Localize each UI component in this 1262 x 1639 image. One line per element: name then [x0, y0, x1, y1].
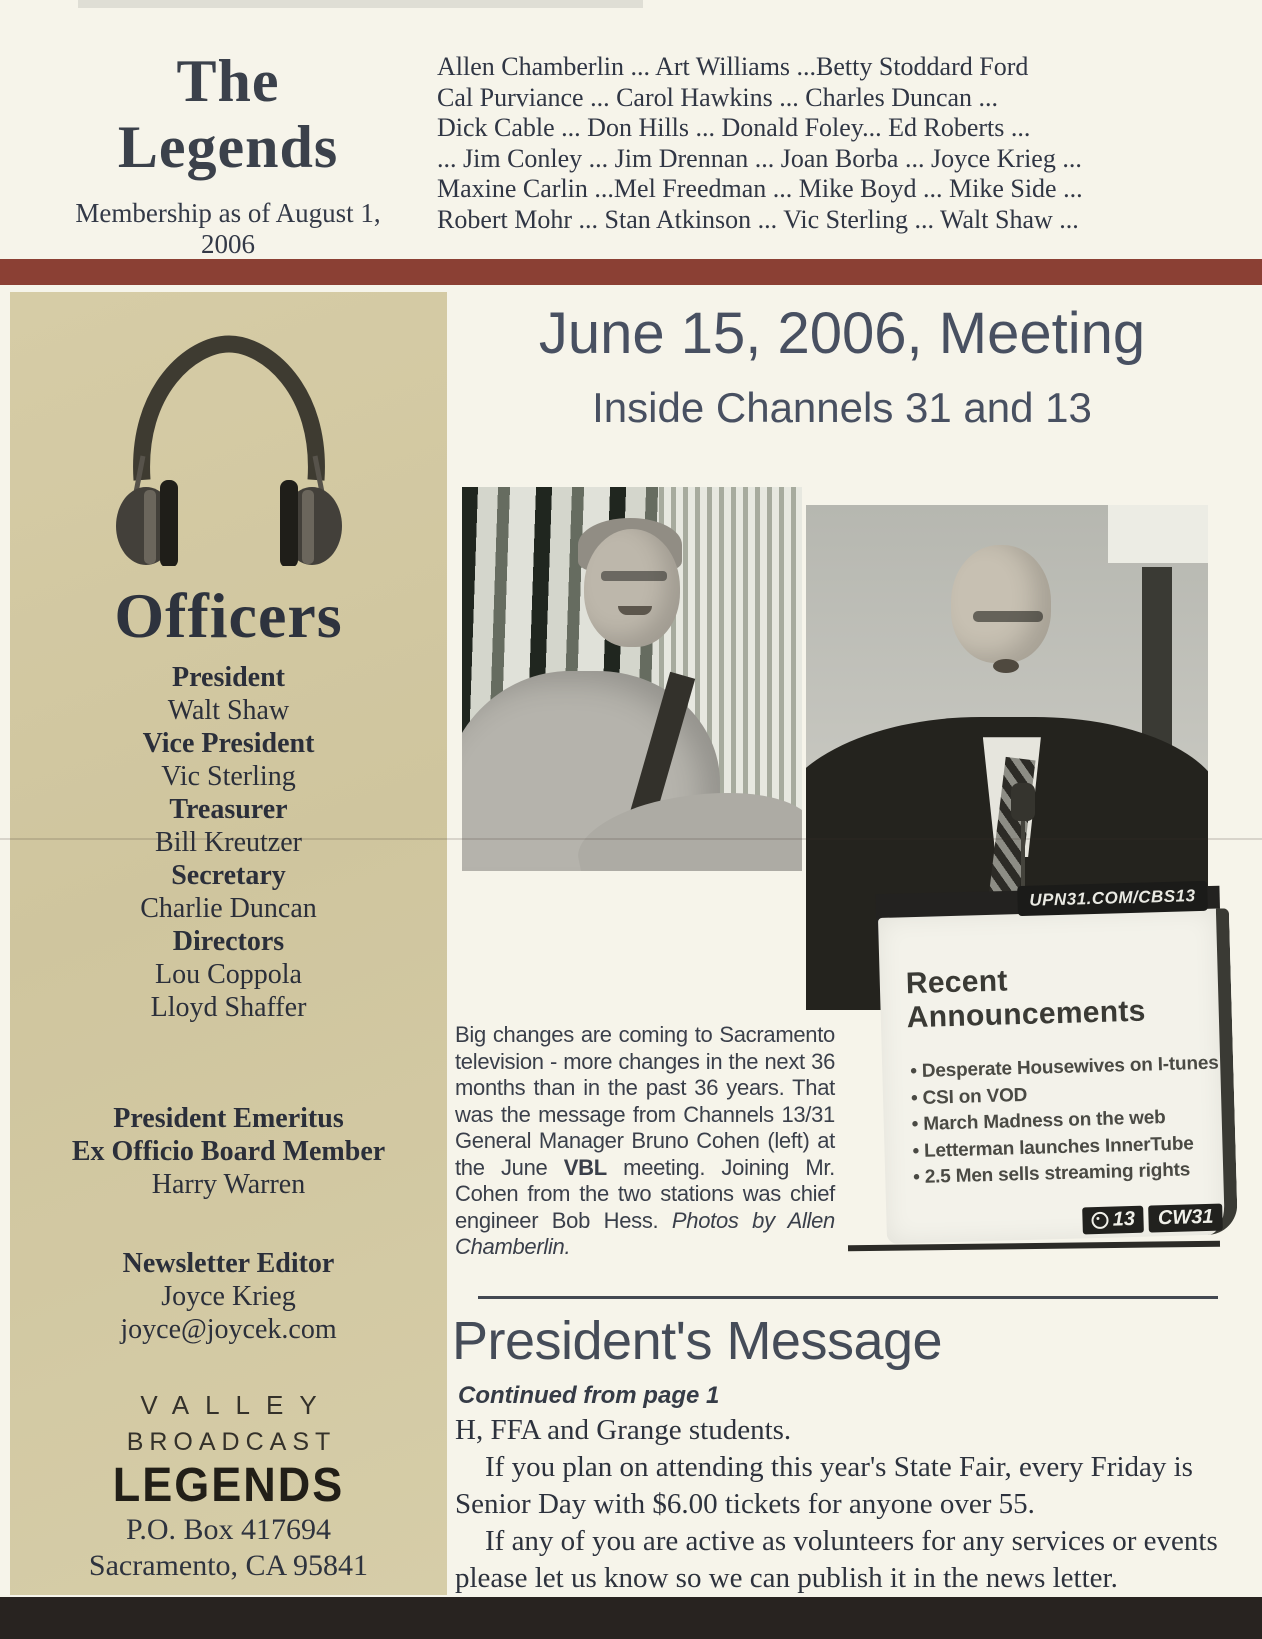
- paper-fold-crease: [0, 838, 1262, 840]
- emeritus-line: Ex Officio Board Member: [71, 1136, 386, 1167]
- cbs-eye-icon: [1091, 1212, 1108, 1229]
- continued-from-note: Continued from page 1: [458, 1382, 720, 1409]
- photo-figure-glasses: [973, 611, 1043, 622]
- slide-title: Recent Announcements: [905, 964, 1147, 1035]
- body-paragraph: If any of you are active as volunteers for any services or events please let us know so we can publish it in the news letter.: [455, 1525, 1218, 1594]
- emeritus-block: [72, 1102, 385, 1201]
- emeritus-line: Harry Warren: [151, 1169, 306, 1200]
- editor-email: joyce@joycek.com: [120, 1314, 337, 1345]
- masthead: [52, 48, 404, 260]
- roster-line: Secretary: [171, 860, 286, 891]
- editor-line: Newsletter Editor: [122, 1248, 335, 1279]
- member-list-line: Cal Purviance ... Carol Hawkins ... Charles Duncan ...: [437, 82, 999, 112]
- emeritus-line: President Emeritus: [113, 1103, 344, 1134]
- presidents-message-heading: President's Message: [452, 1311, 943, 1371]
- org-city: Sacramento, CA 95841: [88, 1549, 369, 1582]
- slide-bullet-list: [910, 1051, 1224, 1192]
- meeting-subheadline: Inside Channels 31 and 13: [592, 384, 1092, 431]
- org-valley: VALLEY: [140, 1390, 333, 1420]
- officers-heading: Officers: [114, 580, 343, 651]
- scan-smudge: [78, 0, 643, 8]
- section-rule: [478, 1296, 1218, 1299]
- organization-block: [89, 1390, 368, 1583]
- membership-note: Membership as of August 1, 2006: [75, 198, 381, 259]
- photo-figure-mouth: [618, 606, 652, 615]
- roster-line: Lou Coppola: [155, 959, 302, 990]
- headphones-icon: [104, 328, 354, 571]
- footer-bar: [0, 1597, 1262, 1639]
- member-list-line: Dick Cable ... Don Hills ... Donald Foley... Ed Roberts ...: [437, 113, 1031, 142]
- body-paragraph: If you plan on attending this year's State Fair, every Friday is Senior Day with $6.00 tickets for anyone over 55.: [455, 1451, 1193, 1520]
- presentation-slide: [878, 886, 1238, 1244]
- cbs13-logo-text: 13: [1112, 1207, 1136, 1231]
- photo-caption: [455, 1022, 835, 1261]
- editor-line: Joyce Krieg: [161, 1281, 296, 1312]
- photo-figure-mouth: [993, 659, 1019, 673]
- meeting-headline: June 15, 2006, Meeting: [538, 301, 1146, 366]
- sidebar: [10, 292, 447, 1595]
- cbs13-logo: [1082, 1206, 1144, 1235]
- newsletter-title-line2: Legends: [117, 114, 339, 180]
- roster-line: President: [171, 662, 286, 693]
- newsletter-title-line1: The: [176, 48, 280, 114]
- officers-roster: [140, 661, 317, 1024]
- editor-block: [120, 1247, 336, 1346]
- member-list-line: Robert Mohr ... Stan Atkinson ... Vic Sterling ... Walt Shaw ...: [437, 204, 1079, 234]
- org-broadcast: BROADCAST: [126, 1428, 337, 1456]
- caption-text: meeting. Joining Mr. Cohen from the two stations was chief engineer Bob Hess.: [455, 1154, 835, 1233]
- member-list: [437, 52, 1207, 235]
- accent-divider-bar: [0, 259, 1262, 285]
- slide-bullet: • 2.5 Men sells streaming rights: [913, 1156, 1224, 1191]
- member-list-line: Maxine Carlin ...Mel Freedman ... Mike Boyd ... Mike Side ...: [437, 174, 1083, 203]
- slide-bullet: • Desperate Housewives on I-tunes: [910, 1051, 1221, 1086]
- caption-vbl-bold: VBL: [563, 1154, 607, 1180]
- cw31-logo: [1149, 1204, 1223, 1233]
- photo-figure-glasses: [601, 571, 667, 581]
- photo-bruno-cohen: [462, 487, 802, 871]
- photo-wall-sign: [1108, 505, 1208, 563]
- roster-line: Charlie Duncan: [140, 893, 317, 924]
- slide-bullet: • Letterman launches InnerTube: [912, 1130, 1223, 1165]
- cw31-logo-text: CW31: [1157, 1205, 1214, 1230]
- photo-figure-head: [584, 529, 680, 647]
- member-list-line: ... Jim Conley ... Jim Drennan ... Joan Borba ... Joyce Krieg ...: [437, 143, 1082, 173]
- roster-line: Directors: [172, 926, 285, 957]
- body-paragraph: H, FFA and Grange students.: [455, 1414, 792, 1446]
- microphone-icon: [1011, 783, 1035, 821]
- photo-figure-head: [951, 545, 1051, 663]
- legends-logo: LEGENDS: [112, 1456, 345, 1512]
- member-list-line: Allen Chamberlin ... Art Williams ...Betty Stoddard Ford: [437, 52, 1029, 81]
- roster-line: Treasurer: [169, 794, 288, 825]
- caption-text: Big changes are coming to Sacramento television - more changes in the next 36 months than in the past 36 years. That was the message from Channels 13/31 General Manager Bruno Cohen (left) at the June: [455, 1022, 835, 1180]
- slide-bullet: • March Madness on the web: [911, 1103, 1222, 1138]
- caption-photo-credit: Photos by Allen Chamberlin.: [455, 1207, 835, 1259]
- station-logos: [1082, 1204, 1223, 1235]
- roster-line: Bill Kreutzer: [155, 827, 302, 858]
- slide-bullet: • CSI on VOD: [911, 1077, 1222, 1112]
- roster-line: Vic Sterling: [161, 761, 296, 792]
- org-po-box: P.O. Box 417694: [125, 1513, 332, 1546]
- presidents-message-body: [455, 1412, 1233, 1597]
- roster-line: Walt Shaw: [167, 695, 290, 726]
- roster-line: Vice President: [142, 728, 315, 759]
- station-url-badge: UPN31.COM/CBS13: [1017, 881, 1208, 916]
- roster-line: Lloyd Shaffer: [150, 992, 307, 1023]
